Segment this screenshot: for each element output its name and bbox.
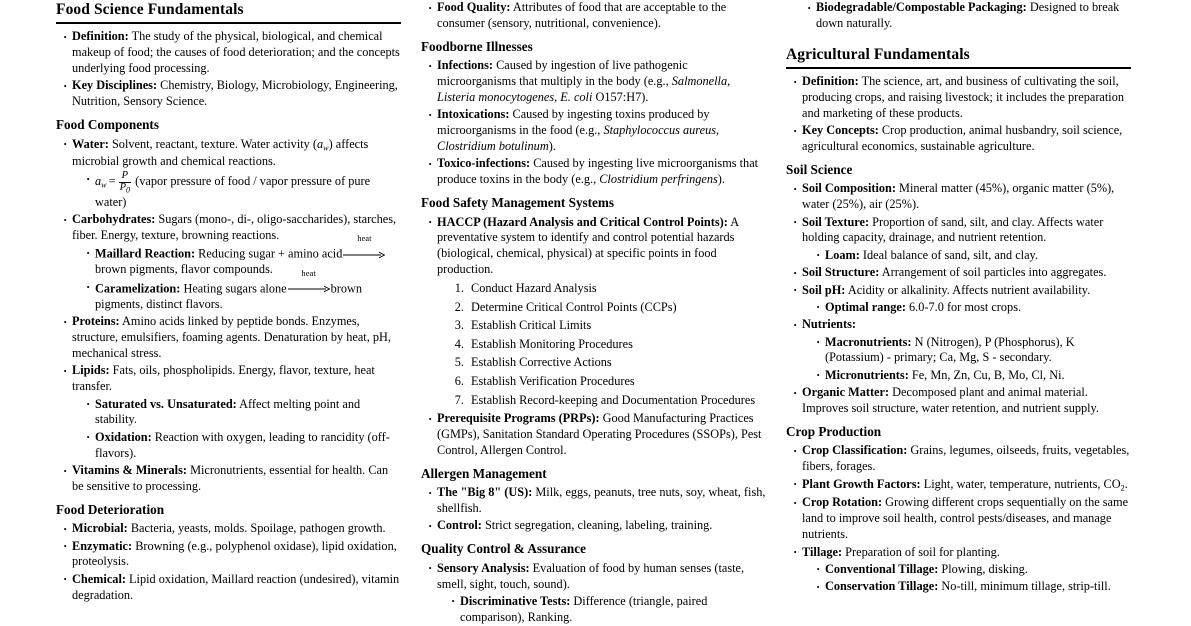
list-item: [428, 518, 766, 534]
list-item: [793, 181, 1131, 213]
list-item: [816, 335, 1131, 367]
list-item: 3. Establish Critical Limits: [467, 317, 766, 335]
item-text: Growing different crops sequentially on the same land to improve soil health, control pests/diseases, and manage nutrients.: [802, 495, 1129, 542]
item-text: Browning (e.g., polyphenol oxidase), lipid oxidation, proteolysis.: [72, 538, 397, 569]
item-text: Fats, oils, phospholipids. Energy, flavor, texture, heat transfer.: [72, 363, 375, 394]
item-text: Arrangement of soil particles into aggregates.: [881, 265, 1107, 280]
item-label: Soil Structure:: [802, 265, 880, 280]
list-item: 7. Establish Record-keeping and Documentation Procedures: [467, 392, 766, 410]
quality-control-list: [421, 561, 766, 626]
item-label: Conservation Tillage:: [825, 579, 939, 594]
item-text: Decomposed plant and animal material. Improves soil structure, water retention, and nutrient supply.: [802, 385, 1099, 416]
food-components-list: [56, 137, 401, 495]
agricultural-intro-list: [786, 74, 1131, 155]
item-text: Fe, Mn, Zn, Cu, B, Mo, Cl, Ni.: [911, 367, 1065, 382]
list-item: [428, 156, 766, 188]
item-label: Micronutrients:: [825, 367, 909, 382]
item-text: No-till, minimum tillage, strip-till.: [941, 579, 1111, 594]
haccp-list: [421, 215, 766, 278]
item-label: Soil pH:: [802, 282, 846, 297]
list-item: [63, 539, 401, 571]
carbohydrate-reactions-sublist: [72, 233, 401, 313]
sensory-tests-sublist: [437, 594, 766, 626]
item-label: Macronutrients:: [825, 334, 912, 349]
water-activity-formula: $a_w$ = $\frac{P}{P_0}$: [95, 170, 131, 195]
intro-bullet-list: [56, 29, 401, 110]
item-text: Solvent, reactant, texture. Water activity $(a_w)$ affects microbial growth and chemical reactions.: [72, 136, 369, 168]
list-item: [428, 411, 766, 459]
item-label: HACCP (Hazard Analysis and Critical Control Points):: [437, 214, 728, 229]
item-label: Oxidation:: [95, 429, 152, 444]
list-item: [793, 545, 1131, 596]
arrow-label: heat: [301, 267, 316, 278]
item-text-after: brown pigments, flavor compounds.: [95, 262, 273, 277]
section-heading-allergen-management: Allergen Management: [421, 465, 547, 481]
section-heading-food-components: Food Components: [56, 117, 159, 133]
arrow-label: heat: [357, 233, 372, 244]
item-label: Saturated vs. Unsaturated:: [95, 396, 237, 411]
reaction-arrow-heat: [288, 267, 330, 292]
item-text: Grains, legumes, oilseeds, fruits, vegetables, fibers, forages.: [802, 443, 1130, 474]
item-text: Designed to break down naturally.: [816, 0, 1120, 30]
allergen-list: [421, 485, 766, 534]
list-item: [428, 561, 766, 626]
item-label: Proteins:: [72, 314, 120, 329]
item-label: Prerequisite Programs (PRPs):: [437, 411, 600, 426]
list-item: [816, 248, 1131, 264]
co2-subscript: 2: [1120, 483, 1125, 493]
item-label: Lipids:: [72, 363, 110, 378]
item-text: Sugars (mono-, di-, oligo-saccharides), starches, fiber. Energy, texture, browning reactions.: [72, 212, 397, 242]
item-text: Bacteria, yeasts, molds. Spoilage, pathogen growth.: [130, 521, 386, 536]
item-label: Organic Matter:: [802, 385, 890, 400]
list-item: [816, 368, 1131, 384]
list-item: [86, 430, 401, 462]
water-activity-symbol: $a_w$: [316, 136, 329, 153]
item-text: Micronutrients, essential for health. Can be sensitive to processing.: [72, 463, 389, 493]
list-item: [86, 397, 401, 429]
item-label: Tillage:: [802, 544, 843, 559]
page-title: Food Science Fundamentals: [56, 0, 401, 24]
item-label: Toxico-infections:: [437, 156, 531, 171]
item-text: Strict segregation, cleaning, labeling, training.: [484, 518, 713, 533]
item-text: N (Nitrogen), P (Phosphorus), K (Potassium) - primary; Ca, Mg, S - secondary.: [825, 334, 1075, 365]
item-text-tail: ).: [717, 172, 725, 187]
item-label: Caramelization:: [95, 281, 181, 296]
list-item: [816, 300, 1131, 316]
item-text: Caused by ingestion of live pathogenic microorganisms that multiply in the body (e.g.,: [437, 58, 688, 89]
column-1: [56, 0, 401, 626]
item-label: Sensory Analysis:: [437, 560, 530, 575]
item-label: Carbohydrates:: [72, 212, 156, 227]
list-item: [793, 477, 1131, 494]
list-item: [63, 521, 401, 537]
item-label: Conventional Tillage:: [825, 561, 939, 576]
item-text: Attributes of food that are acceptable to the consumer (sensory, nutritional, convenience).: [437, 0, 727, 30]
list-item: [86, 171, 401, 210]
species-names: Staphylococcus aureus, Clostridium botulinum: [437, 123, 720, 154]
list-item: [816, 562, 1131, 578]
item-text: Lipid oxidation, Maillard reaction (undesired), vitamin degradation.: [72, 571, 400, 602]
item-label: Infections:: [437, 58, 494, 73]
item-text: Ideal balance of sand, silt, and clay.: [862, 247, 1038, 262]
column-3: [786, 0, 1131, 626]
nutrients-sublist: [802, 335, 1131, 384]
item-text-after: brown pigments, distinct flavors.: [95, 281, 362, 311]
soil-ph-sublist: [802, 300, 1131, 316]
reaction-arrow-heat: [343, 233, 385, 257]
list-item: [793, 74, 1131, 122]
list-item: [793, 123, 1131, 155]
item-text: Chemistry, Biology, Microbiology, Engineering, Nutrition, Sensory Science.: [72, 78, 398, 109]
prerequisite-programs-list: [421, 411, 766, 459]
item-label: Microbial:: [72, 521, 128, 536]
list-item: [451, 594, 766, 626]
list-item: [86, 233, 401, 278]
list-item: [428, 0, 766, 32]
item-label: Plant Growth Factors:: [802, 476, 921, 491]
list-item: [63, 363, 401, 461]
item-text: 6.0-7.0 for most crops.: [909, 299, 1022, 314]
item-text-tail: ).: [548, 139, 556, 154]
item-label: Food Quality:: [437, 0, 511, 14]
lipids-sublist: [72, 397, 401, 462]
item-text: Reaction with oxygen, leading to rancidity (off-flavors).: [95, 429, 390, 460]
item-label: Soil Composition:: [802, 181, 896, 196]
packaging-continued-list: [786, 0, 1131, 32]
list-item: [793, 495, 1131, 543]
list-item: [63, 314, 401, 362]
list-item: [793, 385, 1131, 417]
item-text: Milk, eggs, peanuts, tree nuts, soy, wheat, fish, shellfish.: [437, 485, 766, 516]
item-text: Good Manufacturing Practices (GMPs), Sanitation Standard Operating Procedures (SSOPs), Pest Control, Allergen Control.: [437, 411, 762, 457]
item-text: Mineral matter (45%), organic matter (5%), water (25%), air (25%).: [802, 181, 1115, 212]
item-label: Key Disciplines:: [72, 78, 158, 93]
list-item: [428, 485, 766, 517]
item-label: Soil Texture:: [802, 214, 870, 229]
item-text: Preparation of soil for planting.: [845, 544, 1000, 559]
list-item: [428, 58, 766, 106]
item-text: Affect melting point and stability.: [95, 396, 361, 427]
item-text-after-co2: .: [1124, 476, 1128, 491]
soil-texture-sublist: [802, 248, 1131, 264]
item-text: Difference (triangle, paired comparison), Ranking.: [460, 593, 708, 624]
list-item: [793, 283, 1131, 316]
item-label: Chemical:: [72, 571, 126, 586]
crop-production-list: [786, 443, 1131, 595]
item-text: Caused by ingesting live microorganisms that produce toxins in the body (e.g.,: [437, 156, 759, 187]
item-label: Key Concepts:: [802, 123, 879, 138]
section-heading-foodborne-illnesses: Foodborne Illnesses: [421, 38, 533, 54]
item-label: Crop Classification:: [802, 443, 908, 458]
list-item: [816, 579, 1131, 595]
item-label: Nutrients:: [802, 317, 856, 332]
list-item: [793, 443, 1131, 475]
section-heading-soil-science: Soil Science: [786, 161, 853, 177]
tillage-sublist: [802, 562, 1131, 595]
item-label: Maillard Reaction:: [95, 246, 196, 261]
foodborne-illnesses-list: [421, 58, 766, 188]
section-heading-food-deterioration: Food Deterioration: [56, 501, 165, 517]
list-item: [63, 78, 401, 110]
list-item: [63, 572, 401, 604]
list-item: [63, 212, 401, 313]
list-item: [793, 265, 1131, 281]
species-names: Salmonella, Listeria monocytogenes, E. coli: [437, 74, 731, 104]
column-2: [421, 0, 766, 626]
item-text: Acidity or alkalinity. Affects nutrient availability.: [847, 282, 1091, 297]
item-label: Crop Rotation:: [802, 495, 883, 510]
list-item: 4. Establish Monitoring Procedures: [467, 336, 766, 354]
item-text: A preventative system to identify and control potential hazards (biological, chemical, physical) at specific points in food production.: [437, 214, 739, 277]
list-item: 6. Establish Verification Procedures: [467, 373, 766, 391]
item-label: Loam:: [825, 247, 860, 262]
item-text: Evaluation of food by human senses (taste, smell, sight, touch, sound).: [437, 560, 745, 591]
item-text-before-co2: Light, water, temperature, nutrients, CO: [923, 476, 1121, 491]
item-label: Vitamins & Minerals:: [72, 463, 187, 478]
item-text: Proportion of sand, silt, and clay. Affects water holding capacity, drainage, and nutrient retention.: [802, 214, 1104, 245]
item-text: Caused by ingesting toxins produced by microorganisms in the food (e.g.,: [437, 107, 710, 138]
item-text: The study of the physical, biological, and chemical makeup of food; the causes of food deterioration; and the concepts underlying food processing.: [72, 29, 400, 76]
item-text: Amino acids linked by peptide bonds. Enzymes, structure, emulsifiers, foaming agents. Denaturation by heat, pH, mechanical stress.: [72, 314, 391, 360]
item-label: Optimal range:: [825, 299, 906, 314]
food-quality-list: [421, 0, 766, 32]
item-text-tail: O157:H7).: [592, 89, 649, 104]
item-label: Enzymatic:: [72, 538, 133, 553]
food-deterioration-list: [56, 521, 401, 603]
section-heading-food-safety-management: Food Safety Management Systems: [421, 195, 615, 211]
list-item: 1. Conduct Hazard Analysis: [467, 280, 766, 298]
haccp-steps-list: [421, 280, 766, 409]
list-item: [63, 463, 401, 495]
item-text: Crop production, animal husbandry, soil science, agricultural economics, sustainable agriculture.: [802, 123, 1123, 154]
water-activity-sublist: [72, 171, 401, 210]
item-label: Definition:: [72, 29, 129, 44]
list-item: [63, 137, 401, 211]
list-item: [63, 29, 401, 77]
item-label: Definition:: [802, 74, 859, 89]
item-label: Biodegradable/Compostable Packaging:: [816, 0, 1027, 14]
item-text: Plowing, disking.: [941, 561, 1028, 576]
list-item: 5. Establish Corrective Actions: [467, 354, 766, 372]
section-heading-quality-control: Quality Control & Assurance: [421, 541, 586, 557]
section-heading-crop-production: Crop Production: [786, 423, 882, 439]
list-item: [428, 215, 766, 278]
item-text: The science, art, and business of cultivating the soil, producing crops, and raising livestock; it includes the preparation and marketing of these products.: [802, 74, 1125, 120]
soil-science-list: [786, 181, 1131, 417]
list-item: [428, 107, 766, 155]
species-names: Clostridium perfringens: [599, 172, 718, 187]
item-text-before: Heating sugars alone: [183, 281, 287, 296]
item-label: Control:: [437, 518, 482, 533]
item-label: Intoxications:: [437, 107, 510, 122]
item-label: The "Big 8" (US):: [437, 485, 533, 500]
page-title-agricultural: Agricultural Fundamentals: [786, 45, 1131, 69]
list-item: [793, 317, 1131, 383]
list-item: [793, 215, 1131, 264]
list-item: 2. Determine Critical Control Points (CCPs): [467, 299, 766, 317]
list-item: [807, 0, 1131, 32]
item-label: Discriminative Tests:: [460, 593, 571, 608]
item-text: (vapor pressure of food / vapor pressure of pure water): [95, 174, 371, 209]
item-text-before: Reducing sugar + amino acid: [198, 246, 343, 261]
item-label: Water:: [72, 136, 109, 151]
